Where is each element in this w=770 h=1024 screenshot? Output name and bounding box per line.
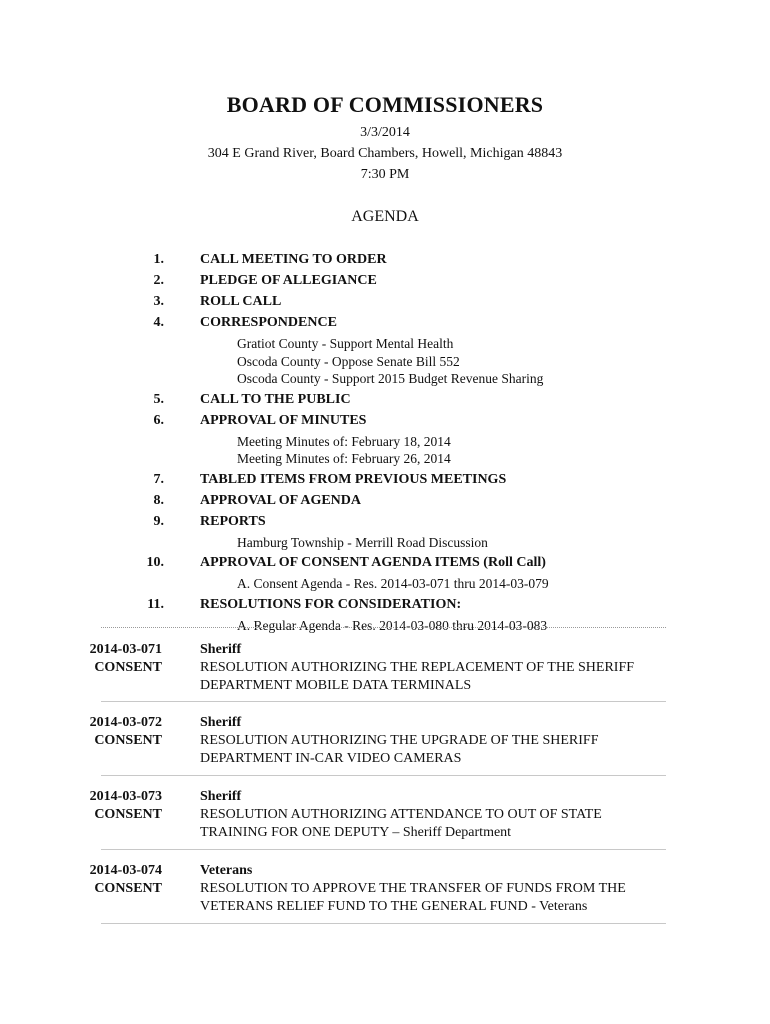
agenda-item	[100, 493, 700, 514]
resolution-title-line: DEPARTMENT IN-CAR VIDEO CAMERAS	[200, 751, 462, 766]
agenda-subitem: Oscoda County - Oppose Senate Bill 552	[237, 353, 460, 369]
meeting-location: 304 E Grand River, Board Chambers, Howell, Michigan 48843	[207, 146, 563, 161]
resolution-title-line: RESOLUTION AUTHORIZING ATTENDANCE TO OUT OF STATE	[200, 807, 602, 822]
agenda-item	[100, 392, 700, 413]
agenda-item-label: APPROVAL OF CONSENT AGENDA ITEMS (Roll Call)	[200, 555, 546, 570]
agenda-item-label: PLEDGE OF ALLEGIANCE	[200, 273, 377, 288]
agenda-subitem: Meeting Minutes of: February 18, 2014	[237, 433, 451, 449]
agenda-item-label: RESOLUTIONS FOR CONSIDERATION:	[200, 596, 462, 612]
resolution-department-label: Sheriff	[200, 715, 242, 730]
agenda-item	[100, 273, 700, 294]
agenda-subitem: Hamburg Township - Merrill Road Discussion	[237, 534, 488, 550]
resolution-entry	[0, 714, 770, 788]
agenda-item	[100, 315, 700, 336]
resolution-department-label: Sheriff	[200, 642, 242, 657]
agenda-item	[100, 597, 700, 618]
resolution-type: CONSENT	[94, 881, 162, 896]
resolution-department	[200, 788, 690, 806]
agenda-item-label: APPROVAL OF AGENDA	[200, 492, 362, 508]
resolution-number: 2014-03-074	[89, 863, 162, 878]
agenda-subitem: Gratiot County - Support Mental Health	[237, 336, 454, 351]
agenda-item-number: 6.	[153, 412, 164, 428]
agenda-item-number: 8.	[153, 492, 164, 508]
agenda-item-label: CALL MEETING TO ORDER	[200, 252, 387, 267]
agenda-subitem: Oscoda County - Support 2015 Budget Revenue Sharing	[237, 371, 544, 386]
agenda-item-number: 10.	[146, 555, 164, 570]
agenda-item	[100, 514, 700, 535]
resolution-title-line: DEPARTMENT MOBILE DATA TERMINALS	[200, 678, 472, 693]
agenda-item	[100, 294, 700, 315]
agenda-item-number: 4.	[153, 315, 164, 330]
agenda-item-number: 11.	[147, 596, 164, 612]
agenda-item-number: 2.	[153, 273, 164, 288]
agenda-subitem: A. Regular Agenda - Res. 2014-03-080 thru 2014-03-083	[237, 617, 548, 633]
resolution-department-label: Veterans	[200, 863, 253, 878]
section-divider	[101, 627, 666, 628]
resolution-type: CONSENT	[94, 733, 162, 748]
agenda-item	[100, 413, 700, 434]
agenda-subitem: A. Consent Agenda - Res. 2014-03-071 thru 2014-03-079	[237, 576, 549, 591]
resolution-number: 2014-03-072	[89, 715, 162, 730]
agenda-item-number: 5.	[153, 391, 164, 407]
resolution-title-line: TRAINING FOR ONE DEPUTY – Sheriff Department	[200, 825, 512, 840]
resolution-title-line: RESOLUTION AUTHORIZING THE REPLACEMENT OF THE SHERIFF	[200, 660, 635, 675]
resolution-entry	[0, 641, 770, 715]
agenda-item-label: CORRESPONDENCE	[200, 315, 337, 330]
agenda-item-label: REPORTS	[200, 513, 266, 529]
resolution-type: CONSENT	[94, 660, 162, 675]
agenda-item-number: 7.	[153, 471, 164, 487]
agenda-item-label: APPROVAL OF MINUTES	[200, 412, 367, 428]
meeting-time: 7:30 PM	[360, 167, 410, 182]
resolution-title-line: RESOLUTION TO APPROVE THE TRANSFER OF FUNDS FROM THE	[200, 881, 626, 896]
resolution-department	[200, 862, 690, 880]
agenda-item	[100, 252, 700, 273]
agenda-item-number: 3.	[153, 294, 164, 309]
agenda-item-number: 1.	[153, 252, 164, 267]
agenda-list	[100, 252, 700, 635]
resolution-entry	[0, 862, 770, 936]
resolution-department-label: Sheriff	[200, 789, 242, 804]
resolution-department	[200, 714, 690, 732]
agenda-heading: AGENDA	[351, 208, 419, 225]
resolution-title-line: VETERANS RELIEF FUND TO THE GENERAL FUND - Veterans	[200, 899, 588, 914]
resolution-type: CONSENT	[94, 807, 162, 822]
resolution-divider	[101, 849, 666, 850]
resolution-department	[200, 641, 690, 659]
agenda-item-number: 9.	[153, 513, 164, 529]
agenda-item	[100, 472, 700, 493]
resolution-title-line: RESOLUTION AUTHORIZING THE UPGRADE OF THE SHERIFF	[200, 733, 599, 748]
resolution-divider	[101, 701, 666, 702]
agenda-item-label: TABLED ITEMS FROM PREVIOUS MEETINGS	[200, 471, 507, 487]
resolution-number: 2014-03-071	[89, 642, 162, 657]
resolution-divider	[101, 775, 666, 776]
document-title: BOARD OF COMMISSIONERS	[226, 92, 544, 117]
resolution-number: 2014-03-073	[89, 789, 162, 804]
meeting-date: 3/3/2014	[360, 125, 410, 140]
agenda-item	[100, 555, 700, 576]
agenda-subitem: Meeting Minutes of: February 26, 2014	[237, 451, 451, 466]
agenda-item-label: CALL TO THE PUBLIC	[200, 391, 351, 407]
resolution-entry	[0, 788, 770, 862]
resolution-divider	[101, 923, 666, 924]
agenda-item-label: ROLL CALL	[200, 294, 282, 309]
